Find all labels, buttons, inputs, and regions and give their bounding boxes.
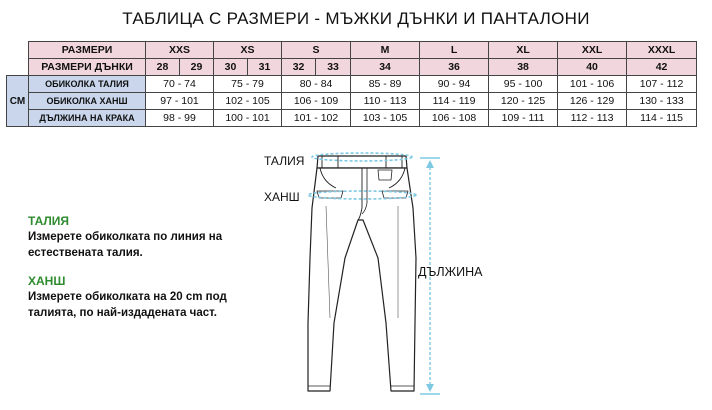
row-label: ОБИКОЛКА ТАЛИЯ: [29, 76, 146, 93]
size-header: S: [282, 42, 351, 59]
hip-description-text: Измерете обиколката на 20 cm под талията, по най-издадената част.: [28, 291, 227, 319]
jeans-size: 32: [282, 59, 316, 76]
measure-cell: 103 - 105: [351, 110, 420, 127]
measure-cell: 90 - 94: [420, 76, 489, 93]
measure-cell: 114 - 119: [420, 93, 489, 110]
measure-cell: 112 - 113: [558, 110, 627, 127]
measure-cell: 70 - 74: [146, 76, 214, 93]
waist-label: ТАЛИЯ: [264, 154, 305, 168]
measure-cell: 75 - 79: [214, 76, 282, 93]
hip-description: [28, 273, 268, 321]
size-header: XXS: [146, 42, 214, 59]
hip-label: ХАНШ: [264, 190, 300, 204]
measure-cell: 101 - 102: [282, 110, 351, 127]
waist-description-text: Измерете обиколката по линия на естествената талия.: [28, 231, 223, 259]
measure-cell: 98 - 99: [146, 110, 214, 127]
jeans-label: РАЗМЕРИ ДЪНКИ: [29, 59, 146, 76]
measure-cell: 85 - 89: [351, 76, 420, 93]
table-row: [7, 110, 697, 127]
size-header: XL: [489, 42, 558, 59]
jeans-size: 34: [351, 59, 420, 76]
measure-cell: 120 - 125: [489, 93, 558, 110]
corner-cell: [7, 59, 29, 76]
size-table: [6, 41, 697, 127]
row-label: ДЪЛЖИНА НА КРАКА: [29, 110, 146, 127]
measure-cell: 114 - 115: [627, 110, 697, 127]
measure-cell: 106 - 108: [420, 110, 489, 127]
size-header: L: [420, 42, 489, 59]
table-row: [7, 76, 697, 93]
measure-cell: 109 - 111: [489, 110, 558, 127]
measure-cell: 102 - 105: [214, 93, 282, 110]
header-label: РАЗМЕРИ: [29, 42, 146, 59]
measure-cell: 100 - 101: [214, 110, 282, 127]
jeans-size: 30: [214, 59, 248, 76]
waist-description: [28, 213, 268, 261]
jeans-size: 33: [316, 59, 351, 76]
size-header: XS: [214, 42, 282, 59]
jeans-size: 36: [420, 59, 489, 76]
measure-cell: 106 - 109: [282, 93, 351, 110]
jeans-size: 28: [146, 59, 180, 76]
page-title: ТАБЛИЦА С РАЗМЕРИ - МЪЖКИ ДЪНКИ И ПАНТАЛОНИ: [122, 9, 590, 28]
row-label: ОБИКОЛКА ХАНШ: [29, 93, 146, 110]
size-header-row: [7, 42, 697, 59]
measure-cell: 101 - 106: [558, 76, 627, 93]
corner-cell: [7, 42, 29, 59]
measure-cell: 80 - 84: [282, 76, 351, 93]
unit-cell: СМ: [7, 76, 29, 127]
size-header: XXL: [558, 42, 627, 59]
jeans-size-row: [7, 59, 697, 76]
table-row: [7, 93, 697, 110]
jeans-size: 38: [489, 59, 558, 76]
size-header: M: [351, 42, 420, 59]
trousers-outline: [308, 156, 416, 391]
measure-cell: 130 - 133: [627, 93, 697, 110]
size-header: XXXL: [627, 42, 697, 59]
measure-cell: 107 - 112: [627, 76, 697, 93]
measure-cell: 95 - 100: [489, 76, 558, 93]
waist-description-heading: ТАЛИЯ: [28, 214, 70, 228]
jeans-size: 40: [558, 59, 627, 76]
measure-cell: 126 - 129: [558, 93, 627, 110]
jeans-size: 31: [248, 59, 282, 76]
jeans-size: 42: [627, 59, 697, 76]
length-label: ДЪЛЖИНА: [418, 265, 483, 279]
jeans-size: 29: [180, 59, 214, 76]
measure-cell: 110 - 113: [351, 93, 420, 110]
measure-cell: 97 - 101: [146, 93, 214, 110]
hip-description-heading: ХАНШ: [28, 274, 66, 288]
